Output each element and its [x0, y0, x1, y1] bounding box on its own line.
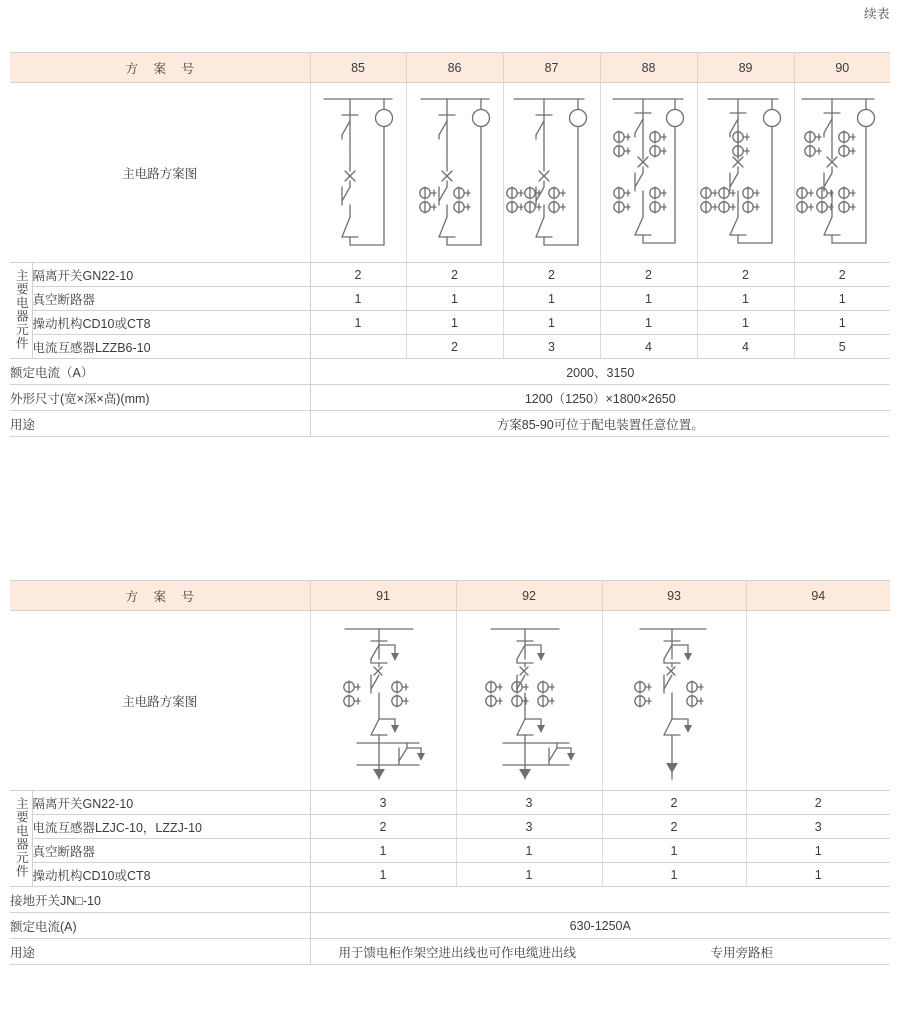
- component-label-current-transformer-2: 电流互感器LZJC-10，LZZJ-10: [32, 815, 310, 839]
- purpose-label: 用途: [10, 411, 310, 437]
- table-1-diagram-row: [10, 83, 890, 263]
- table-row-grounding-switch: [10, 887, 890, 913]
- purpose-value: 方案85-90可位于配电装置任意位置。: [310, 411, 890, 437]
- cell: 2: [310, 263, 406, 287]
- component-label-operating-mechanism: 操动机构CD10或CT8: [32, 311, 310, 335]
- cell: 1: [600, 311, 697, 335]
- cell: [310, 335, 406, 359]
- header-scheme-88: 88: [600, 53, 697, 83]
- rated-current-label: 额定电流（A）: [10, 359, 310, 385]
- grounding-switch-value: [310, 887, 890, 913]
- component-label-vacuum-breaker: 真空断路器: [32, 287, 310, 311]
- cell: 2: [746, 791, 890, 815]
- cell: 2: [602, 815, 746, 839]
- circuit-diagram-87: [503, 83, 600, 263]
- dimensions-value: 1200（1250）×1800×2650: [310, 385, 890, 411]
- cell: 5: [794, 335, 890, 359]
- continued-table-label: 续表: [863, 7, 890, 21]
- table-row-rated-current: [10, 359, 890, 385]
- cell: 1: [602, 863, 746, 887]
- table-row: [10, 791, 890, 815]
- header-scheme-label: 方 案 号: [10, 53, 310, 83]
- header-scheme-86: 86: [406, 53, 503, 83]
- cell: 2: [794, 263, 890, 287]
- circuit-diagram-92: [456, 611, 602, 791]
- table-2-container: [0, 580, 890, 965]
- cell: 1: [310, 311, 406, 335]
- cell: 2: [503, 263, 600, 287]
- cell: 3: [503, 335, 600, 359]
- cell: 1: [406, 311, 503, 335]
- cell: 1: [310, 863, 456, 887]
- grounding-switch-label: 接地开关JN□-10: [10, 887, 310, 913]
- spec-table-85-90: [10, 52, 890, 437]
- header-scheme-94: 94: [746, 581, 890, 611]
- cell: 1: [310, 839, 456, 863]
- table-row-purpose-2: [10, 939, 890, 965]
- cell: 1: [503, 311, 600, 335]
- component-label-vacuum-breaker-2: 真空断路器: [32, 839, 310, 863]
- header-scheme-92: 92: [456, 581, 602, 611]
- rated-current-value: 2000、3150: [310, 359, 890, 385]
- cell: 1: [456, 839, 602, 863]
- cell: 1: [600, 287, 697, 311]
- header-scheme-85: 85: [310, 53, 406, 83]
- dimensions-label: 外形尺寸(宽×深×高)(mm): [10, 385, 310, 411]
- purpose-label-2: 用途: [10, 939, 310, 965]
- cell: 1: [503, 287, 600, 311]
- main-components-side-label-2: 主要电器元件: [10, 791, 32, 887]
- component-label-operating-mechanism-2: 操动机构CD10或CT8: [32, 863, 310, 887]
- table-row: [10, 815, 890, 839]
- table-row-rated-current-2: [10, 913, 890, 939]
- header-scheme-90: 90: [794, 53, 890, 83]
- cell: 1: [794, 311, 890, 335]
- cell: 3: [746, 815, 890, 839]
- purpose-value-bypass: 专用旁路柜: [710, 946, 774, 960]
- purpose-values-2: [310, 939, 890, 965]
- cell: 1: [794, 287, 890, 311]
- purpose-value-feeder: 用于馈电柜作架空进出线也可作电缆进出线: [338, 946, 577, 960]
- cell: 1: [697, 287, 794, 311]
- table-row: [10, 863, 890, 887]
- header-scheme-label-2: 方 案 号: [10, 581, 310, 611]
- table-row: [10, 311, 890, 335]
- circuit-diagram-90: [794, 83, 890, 263]
- rated-current-value-2: 630-1250A: [310, 913, 890, 939]
- header-scheme-89: 89: [697, 53, 794, 83]
- rated-current-label-2: 额定电流(A): [10, 913, 310, 939]
- header-scheme-87: 87: [503, 53, 600, 83]
- cell: 1: [456, 863, 602, 887]
- component-label-isolating-switch: 隔离开关GN22-10: [32, 263, 310, 287]
- spec-table-91-94: [10, 580, 890, 965]
- circuit-diagram-94: [746, 611, 890, 791]
- table-2-header-row: [10, 581, 890, 611]
- main-components-side-label: 主要电器元件: [10, 263, 32, 359]
- cell: 1: [697, 311, 794, 335]
- circuit-diagram-93: [602, 611, 746, 791]
- cell: 4: [697, 335, 794, 359]
- header-scheme-91: 91: [310, 581, 456, 611]
- main-circuit-diagram-label-2: 主电路方案图: [10, 611, 310, 791]
- cell: 1: [602, 839, 746, 863]
- table-1-header-row: [10, 53, 890, 83]
- cell: 3: [456, 815, 602, 839]
- main-circuit-diagram-label: 主电路方案图: [10, 83, 310, 263]
- component-label-current-transformer: 电流互感器LZZB6-10: [32, 335, 310, 359]
- cell: 3: [310, 791, 456, 815]
- table-row-dimensions: [10, 385, 890, 411]
- cell: 2: [697, 263, 794, 287]
- component-label-isolating-switch-2: 隔离开关GN22-10: [32, 791, 310, 815]
- table-1-container: [0, 52, 890, 437]
- cell: 2: [406, 335, 503, 359]
- cell: 2: [310, 815, 456, 839]
- table-row: [10, 287, 890, 311]
- cell: 2: [602, 791, 746, 815]
- circuit-diagram-85: [310, 83, 406, 263]
- circuit-diagram-86: [406, 83, 503, 263]
- circuit-diagram-88: [600, 83, 697, 263]
- table-row: [10, 335, 890, 359]
- cell: 1: [406, 287, 503, 311]
- table-row: [10, 839, 890, 863]
- header-scheme-93: 93: [602, 581, 746, 611]
- table-row-purpose: [10, 411, 890, 437]
- table-2-diagram-row: [10, 611, 890, 791]
- cell: 2: [406, 263, 503, 287]
- cell: 3: [456, 791, 602, 815]
- circuit-diagram-91: [310, 611, 456, 791]
- cell: 1: [746, 863, 890, 887]
- cell: 1: [746, 839, 890, 863]
- cell: 1: [310, 287, 406, 311]
- cell: 4: [600, 335, 697, 359]
- table-row: [10, 263, 890, 287]
- circuit-diagram-89: [697, 83, 794, 263]
- cell: 2: [600, 263, 697, 287]
